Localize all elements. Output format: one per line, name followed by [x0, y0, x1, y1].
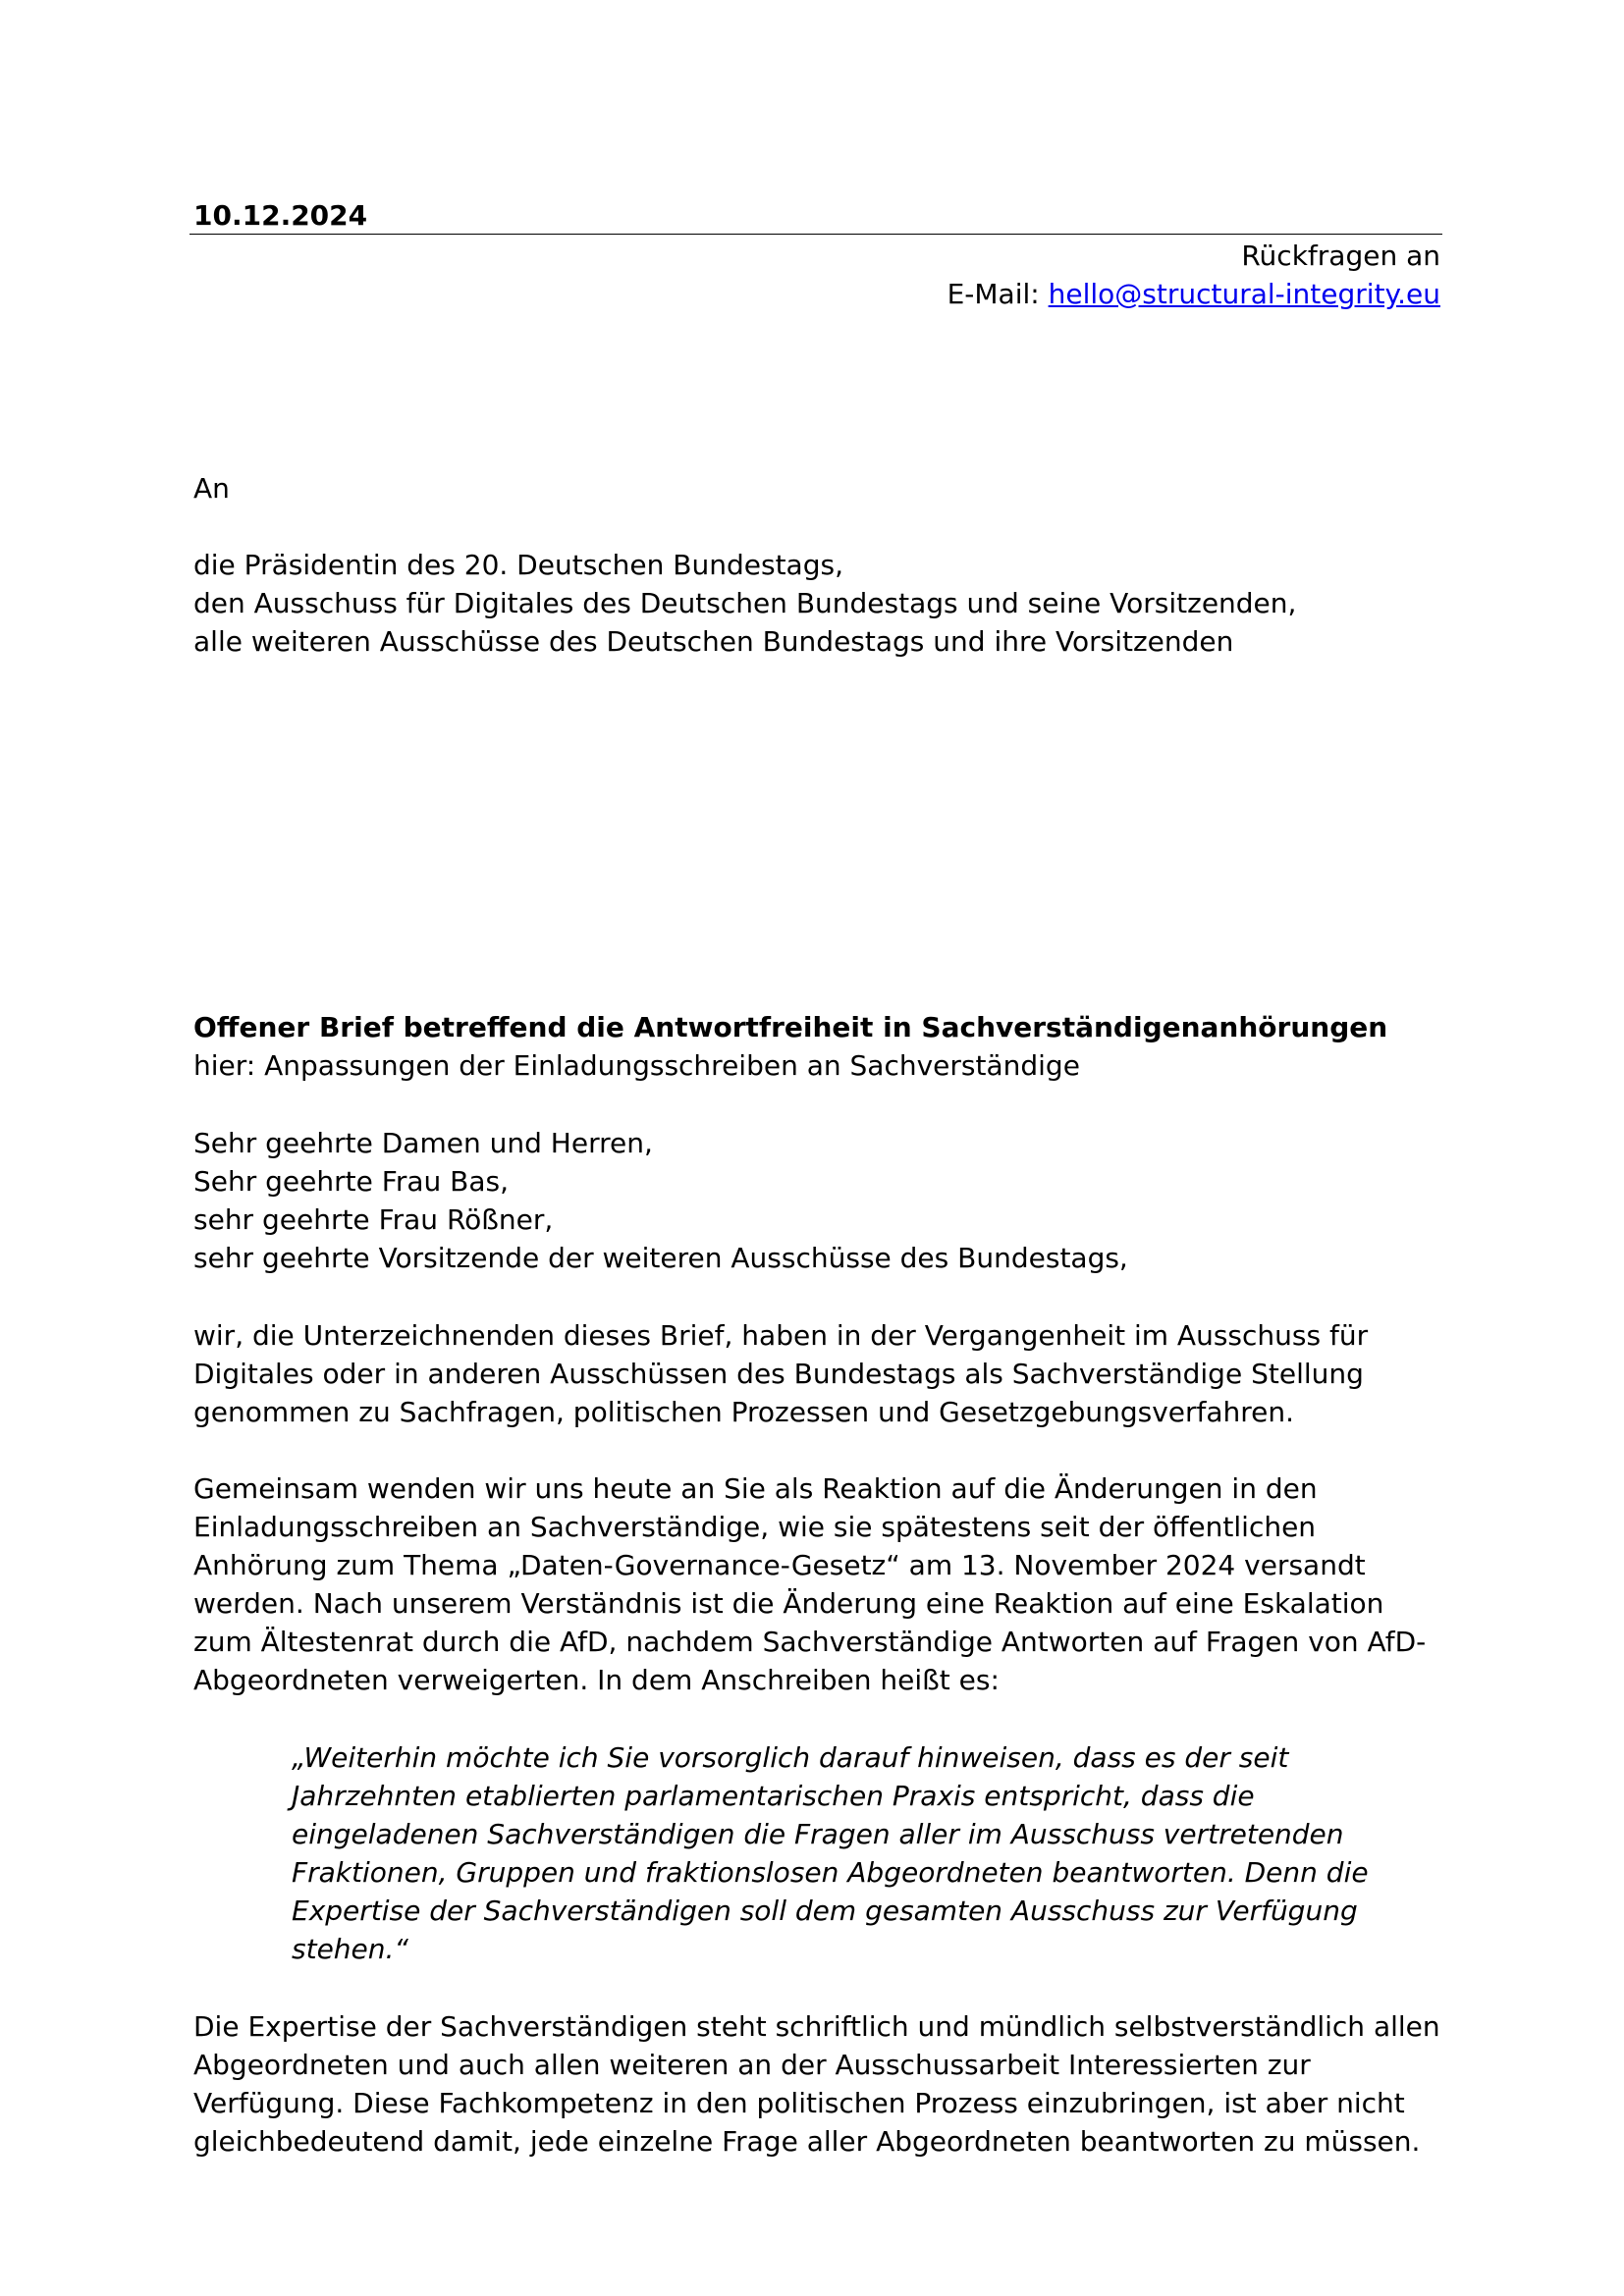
subject-title: Offener Brief betreffend die Antwortfreiheit in Sachverständigenanhörungen	[193, 1011, 1388, 1043]
quote-line: eingeladenen Sachverständigen die Fragen aller im Ausschuss vertretenden	[292, 1818, 1344, 1850]
salutation-block	[193, 1124, 1450, 1277]
header-divider	[189, 234, 1442, 235]
quote-line: stehen.“	[292, 1933, 408, 1965]
paragraph-line: werden. Nach unserem Verständnis ist die Änderung eine Reaktion auf eine Eskalation	[193, 1587, 1384, 1620]
paragraph-line: genommen zu Sachfragen, politischen Prozessen und Gesetzgebungsverfahren.	[193, 1396, 1295, 1428]
recipient-list	[193, 546, 1450, 661]
subject-subtitle: hier: Anpassungen der Einladungsschreiben an Sachverständige	[193, 1049, 1080, 1082]
email-prefix: E-Mail:	[947, 278, 1049, 310]
recipient-line: den Ausschuss für Digitales des Deutschen Bundestags und seine Vorsitzenden,	[193, 587, 1297, 619]
recipient-line: die Präsidentin des 20. Deutschen Bundestags,	[193, 549, 843, 581]
paragraph-line: Einladungsschreiben an Sachverständige, wie sie spätestens seit der öffentlichen	[193, 1511, 1317, 1543]
contact-label: Rückfragen an	[1241, 240, 1440, 272]
contact-block	[947, 237, 1440, 313]
salutation-line: Sehr geehrte Frau Bas,	[193, 1165, 509, 1198]
body-paragraph-3	[193, 2007, 1450, 2161]
paragraph-line: Gemeinsam wenden wir uns heute an Sie als Reaktion auf die Änderungen in den	[193, 1472, 1318, 1505]
paragraph-line: zum Ältestenrat durch die AfD, nachdem Sachverständige Antworten auf Fragen von AfD-	[193, 1626, 1427, 1658]
salutation-line: sehr geehrte Frau Rößner,	[193, 1203, 554, 1236]
salutation-line: sehr geehrte Vorsitzende der weiteren Ausschüsse des Bundestags,	[193, 1242, 1128, 1274]
paragraph-line: Die Expertise der Sachverständigen steht schriftlich und mündlich selbstverständlich allen	[193, 2010, 1440, 2043]
recipient-line: alle weiteren Ausschüsse des Deutschen Bundestags und ihre Vorsitzenden	[193, 625, 1234, 658]
email-link[interactable]: hello@structural-integrity.eu	[1048, 278, 1440, 310]
subject-block	[193, 1008, 1450, 1085]
quote-line: Fraktionen, Gruppen und fraktionslosen Abgeordneten beantworten. Denn die	[292, 1856, 1369, 1889]
paragraph-line: gleichbedeutend damit, jede einzelne Frage aller Abgeordneten beantworten zu müssen.	[193, 2125, 1421, 2158]
contact-email-line	[947, 275, 1440, 313]
block-quote	[292, 1738, 1372, 1968]
recipient-an: An	[193, 472, 230, 505]
body-paragraph-1	[193, 1316, 1450, 1431]
body-paragraph-2	[193, 1469, 1450, 1699]
paragraph-line: Abgeordneten verweigerten. In dem Anschreiben heißt es:	[193, 1664, 1000, 1696]
paragraph-line: wir, die Unterzeichnenden dieses Brief, haben in der Vergangenheit im Ausschuss für	[193, 1319, 1369, 1352]
paragraph-line: Digitales oder in anderen Ausschüssen des Bundestags als Sachverständige Stellung	[193, 1358, 1364, 1390]
letter-date: 10.12.2024	[193, 199, 368, 232]
salutation-line: Sehr geehrte Damen und Herren,	[193, 1127, 653, 1159]
paragraph-line: Verfügung. Diese Fachkompetenz in den politischen Prozess einzubringen, ist aber nicht	[193, 2087, 1405, 2119]
paragraph-line: Anhörung zum Thema „Daten-Governance-Gesetz“ am 13. November 2024 versandt	[193, 1549, 1366, 1581]
quote-line: Expertise der Sachverständigen soll dem gesamten Ausschuss zur Verfügung	[292, 1895, 1358, 1927]
quote-line: Jahrzehnten etablierten parlamentarischen Praxis entspricht, dass die	[292, 1780, 1255, 1812]
paragraph-line: Abgeordneten und auch allen weiteren an der Ausschussarbeit Interessierten zur	[193, 2049, 1311, 2081]
quote-line: „Weiterhin möchte ich Sie vorsorglich darauf hinweisen, dass es der seit	[292, 1741, 1289, 1774]
